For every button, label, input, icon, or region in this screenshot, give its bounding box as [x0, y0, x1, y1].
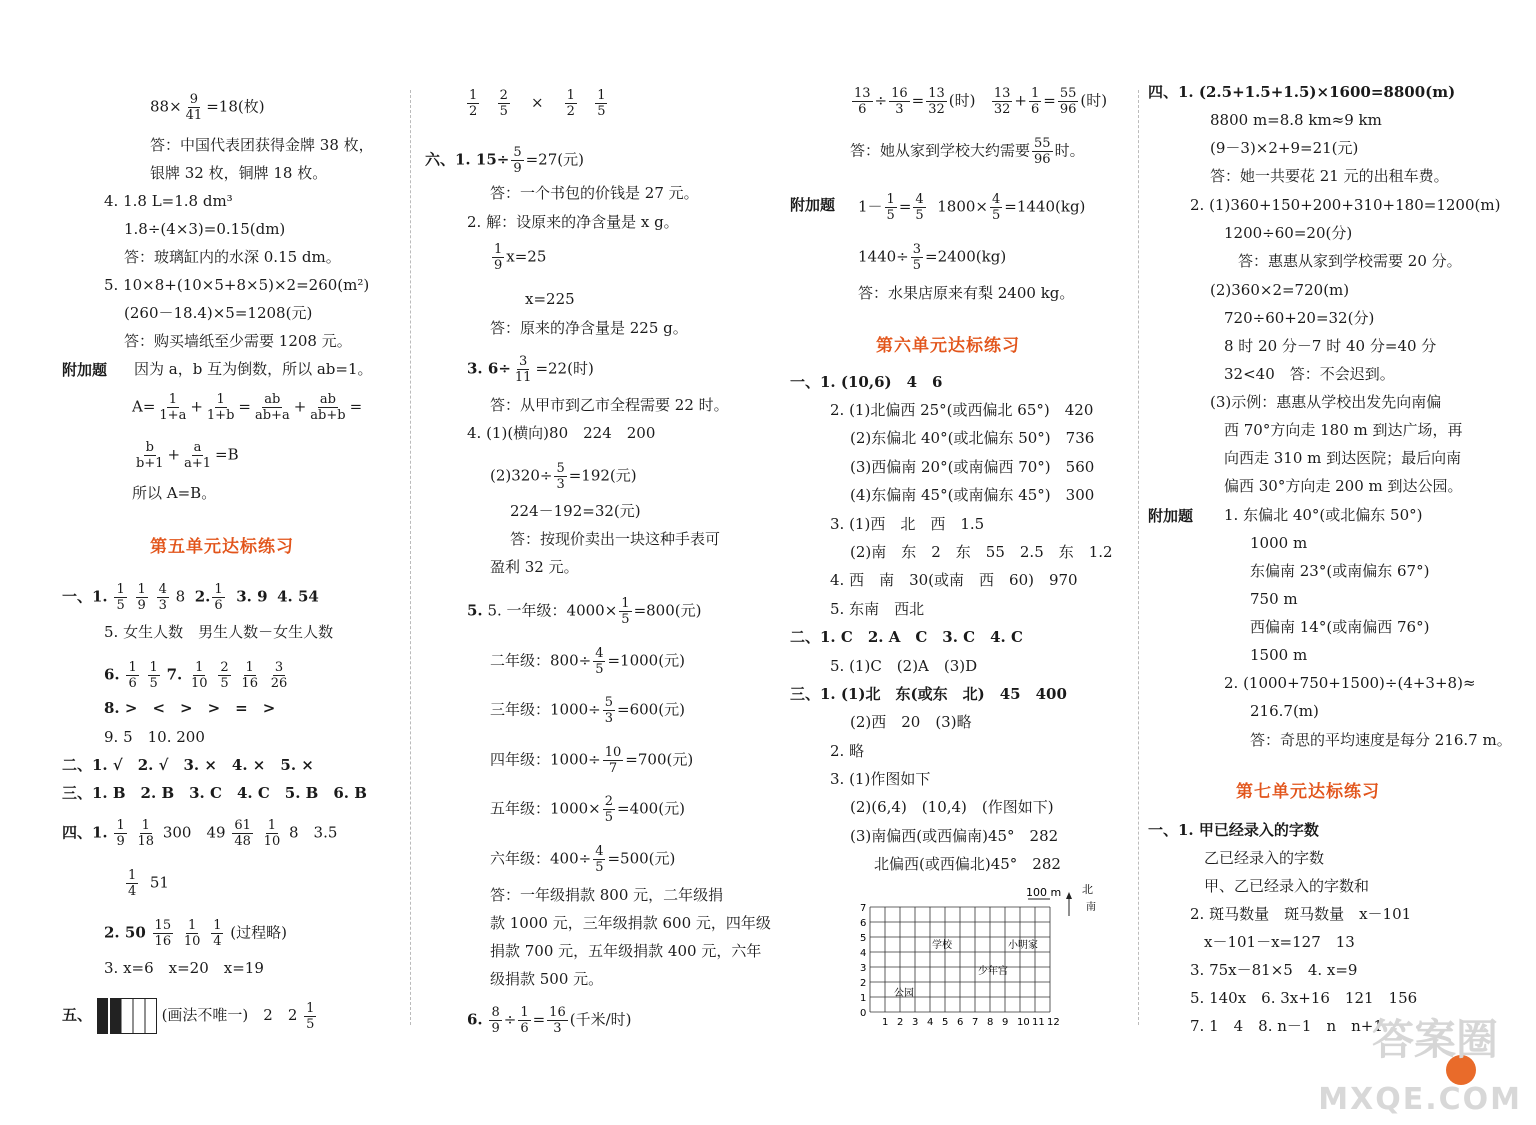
formula-line: 二年级：800÷ $\frac{4}{5}$ =1000(元)	[490, 646, 685, 677]
text-line: 1200÷60=20(分)	[1224, 224, 1353, 242]
answer-row: 2. 50 $\frac{15}{16}$ $\frac{1}{10}$ $\frac{1}{4}$ (过程略)	[104, 918, 287, 949]
text-line: 银牌 32 枚，铜牌 18 枚。	[150, 164, 328, 182]
text-line: (2)东偏北 40°(或北偏东 50°) 736	[850, 429, 1095, 447]
text-line: 东偏南 23°(或南偏东 67°)	[1250, 562, 1430, 580]
answer-line: 答：她一共要花 21 元的出租车费。	[1210, 167, 1449, 185]
formula-line: 5. 5. 一年级：4000× $\frac{1}{5}$ =800(元)	[467, 596, 702, 627]
answer-line: 答：惠惠从家到学校需要 20 分。	[1238, 252, 1462, 270]
text-line: 捐款 700 元，五年级捐款 400 元，六年	[490, 942, 762, 960]
text-line: 7. 1 4 8. n－1 n n+1	[1190, 1017, 1383, 1035]
text-line: 5. 东南 西北	[830, 600, 925, 618]
text-line: (2)西 20 (3)略	[850, 713, 972, 731]
formula-line: 四年级：1000÷ $\frac{10}{7}$ =700(元)	[490, 745, 694, 776]
text-line: 级捐款 500 元。	[490, 970, 604, 988]
text-line: 二、1. C 2. A C 3. C 4. C	[790, 628, 1023, 646]
text-line: 32<40 答：不会迟到。	[1224, 365, 1395, 383]
answer-line: 答：按现价卖出一块这种手表可	[510, 530, 721, 548]
text-line: (3)南偏西(或西偏南)45° 282	[850, 827, 1059, 845]
formula-line: A= $\frac{1}{1+a}$ + $\frac{1}{1+b}$ = $\frac{ab}{ab+a}$ + $\frac{ab}{ab+b}$ =	[132, 392, 363, 423]
text-line: 2. (1)北偏西 25°(或西偏北 65°) 420	[830, 401, 1094, 419]
location-park: 公园	[894, 988, 914, 999]
x-tick-label: 5	[942, 1017, 949, 1028]
y-tick-label: 7	[860, 903, 867, 914]
column-2	[425, 70, 770, 1100]
shaded-strip-figure	[97, 998, 157, 1034]
answer-row: 五、 (画法不唯一) 2 2 $\frac{1}{5}$	[62, 998, 318, 1034]
x-tick-label: 12	[1047, 1017, 1060, 1028]
text-line: 甲、乙已经录入的字数和	[1204, 877, 1370, 895]
text-line: 款 1000 元，三年级捐款 600 元，四年级	[490, 914, 771, 932]
text-line: 北偏西(或西偏北)45° 282	[874, 855, 1061, 873]
text-line: 8 时 20 分－7 时 40 分=40 分	[1224, 337, 1437, 355]
text-line: 2. (1)360+150+200+310+180=1200(m)	[1190, 196, 1501, 214]
text-line: (260－18.4)×5=1208(元)	[124, 304, 313, 322]
location-youth-palace: 少年宫	[978, 966, 1008, 977]
formula-line: 3. 6÷ $\frac{3}{11}$ =22(时)	[467, 354, 594, 385]
column-1	[62, 70, 402, 1100]
text-line: 88× $\frac{9}{41}$ =18(枚)	[150, 92, 265, 123]
text-line: 216.7(m)	[1250, 702, 1319, 720]
text-line: 二、1. √ 2. √ 3. × 4. × 5. ×	[62, 756, 314, 774]
formula-line: $\frac{b}{b+1}$ + $\frac{a}{a+1}$ =B	[136, 440, 239, 471]
text-line: 5. (1)C (2)A (3)D	[830, 657, 978, 675]
answer-line: 答：水果店原来有梨 2400 kg。	[858, 284, 1075, 302]
text-line: 偏西 30°方向走 200 m 到达公园。	[1224, 477, 1463, 495]
formula-line: 6. $\frac{8}{9}$ ÷ $\frac{1}{6}$ = $\frac{16}{3}$ (千米/时)	[467, 1005, 632, 1036]
formula-line: 1－ $\frac{1}{5}$ = $\frac{4}{5}$ 1800× $\frac{4}{5}$ =1440(kg)	[858, 192, 1086, 223]
text-line: 盈利 32 元。	[490, 558, 579, 576]
answer-line: 答：玻璃缸内的水深 0.15 dm。	[124, 248, 341, 266]
x-tick-label: 8	[987, 1017, 994, 1028]
text-line: 4. (1)(横向)80 224 200	[467, 424, 656, 442]
answer-row: 一、1. $\frac{1}{5}$ $\frac{1}{9}$ $\frac{4}{3}$ 8 2. $\frac{1}{6}$ 3. 9 4. 54	[62, 582, 319, 613]
text-line: 3. x=6 x=20 x=19	[104, 959, 264, 977]
text-line: 四、1. (2.5+1.5+1.5)×1600=8800(m)	[1148, 83, 1456, 101]
text-line: x=225	[525, 290, 575, 308]
y-tick-label: 3	[860, 963, 867, 974]
compass-label: 南	[1086, 902, 1096, 913]
text-line: 三、1. B 2. B 3. C 4. C 5. B 6. B	[62, 784, 367, 802]
answer-line: 答：原来的净含量是 225 g。	[490, 319, 688, 337]
text-line: 因为 a，b 互为倒数，所以 ab=1。	[134, 360, 373, 378]
text-line: 4. 1.8 L=1.8 dm³	[104, 192, 233, 210]
text-line: 一、1. 甲已经录入的字数	[1148, 821, 1319, 839]
text-line: (2)(6,4) (10,4) (作图如下)	[850, 798, 1054, 816]
formula-line: 六年级：400÷ $\frac{4}{5}$ =500(元)	[490, 844, 676, 875]
text-line: (2)南 东 2 东 55 2.5 东 1.2	[850, 543, 1113, 561]
text-line: (3)西偏南 20°(或南偏西 70°) 560	[850, 458, 1095, 476]
text-line: 1. 东偏北 40°(或北偏东 50°)	[1224, 506, 1423, 524]
formula-line: $\frac{13}{6}$ ÷ $\frac{16}{3}$ = $\frac{13}{32}$ (时) $\frac{13}{32}$ + $\frac{1}{6}$ = $\frac{55}{96}$ (时)	[854, 86, 1108, 117]
x-tick-label: 4	[927, 1017, 934, 1028]
location-home: 小明家	[1008, 940, 1038, 951]
text-line: 224－192=32(元)	[510, 502, 641, 520]
bonus-label: 附加题	[790, 196, 836, 214]
x-tick-label: 7	[972, 1017, 979, 1028]
section-title: 第六单元达标练习	[876, 336, 1020, 356]
bonus-label: 附加题	[1148, 507, 1194, 525]
text-line: (4)东偏南 45°(或南偏东 45°) 300	[850, 486, 1095, 504]
coordinate-grid-figure	[842, 880, 1112, 1030]
text-line: 1500 m	[1250, 646, 1308, 664]
text-line: 5. 140x 6. 3x+16 121 156	[1190, 989, 1418, 1007]
answer-line: 答：中国代表团获得金牌 38 枚，	[150, 136, 374, 154]
formula-line: 三年级：1000÷ $\frac{5}{3}$ =600(元)	[490, 695, 685, 726]
text-line: 8800 m=8.8 km≈9 km	[1210, 111, 1382, 129]
scale-label: 100 m	[1026, 886, 1062, 899]
answer-line: 答：从甲市到乙市全程需要 22 时。	[490, 396, 729, 414]
text-line: 向西走 310 m 到达医院；最后向南	[1224, 449, 1462, 467]
x-tick-label: 3	[912, 1017, 919, 1028]
text-line: 2. 斑马数量 斑马数量 x－101	[1190, 905, 1412, 923]
text-line: 2. 解：设原来的净含量是 x g。	[467, 213, 679, 231]
column-divider	[1138, 90, 1139, 1025]
text-line: 西偏南 14°(或南偏西 76°)	[1250, 618, 1430, 636]
watermark-logo: 答案圈	[1371, 1015, 1498, 1064]
text-line: 5. 女生人数 男生人数－女生人数	[104, 623, 334, 641]
text-line: 西 70°方向走 180 m 到达广场，再	[1224, 421, 1463, 439]
fraction-row: $\frac{1}{2}$ $\frac{2}{5}$ × $\frac{1}{2}$ $\frac{1}{5}$	[469, 88, 606, 119]
answer-row: 四、1. $\frac{1}{9}$ $\frac{1}{18}$ 300 49 $\frac{61}{48}$ $\frac{1}{10}$ 8 3.5	[62, 818, 338, 849]
answer-line: 答：一年级捐款 800 元，二年级捐	[490, 886, 724, 904]
x-tick-label: 10	[1017, 1017, 1030, 1028]
text-line: (9－3)×2+9=21(元)	[1210, 139, 1359, 157]
formula-line: 1440÷ $\frac{3}{5}$ =2400(kg)	[858, 242, 1007, 273]
x-tick-label: 11	[1032, 1017, 1045, 1028]
answer-row: 6. $\frac{1}{6}$ $\frac{1}{5}$ 7. $\frac{1}{10}$ $\frac{2}{5}$ $\frac{1}{16}$ $\frac{3}{26}$	[104, 660, 288, 691]
text-line: (2)360×2=720(m)	[1210, 281, 1350, 299]
column-4	[1148, 70, 1512, 1100]
formula-line: $\frac{1}{9}$ x=25	[494, 242, 547, 273]
text-line: 1.8÷(4×3)=0.15(dm)	[124, 220, 286, 238]
column-divider	[410, 90, 411, 1025]
section-title: 第五单元达标练习	[150, 537, 294, 557]
text-line: 720÷60+20=32(分)	[1224, 309, 1375, 327]
watermark-text: MXQE.COM	[1318, 1082, 1522, 1117]
bonus-label: 附加题	[62, 361, 108, 379]
text-line: 三、1. (1)北 东(或东 北) 45 400	[790, 685, 1067, 703]
x-tick-label: 6	[957, 1017, 964, 1028]
y-tick-label: 1	[860, 993, 867, 1004]
text-line: 2. 略	[830, 742, 865, 760]
y-tick-label: 5	[860, 933, 867, 944]
text-line: 3. (1)作图如下	[830, 770, 931, 788]
text-line: 所以 A=B。	[132, 484, 217, 502]
north-label: 北	[1082, 883, 1093, 896]
location-school: 学校	[932, 940, 952, 951]
answer-line: 答：购买墙纸至少需要 1208 元。	[124, 332, 352, 350]
text-line: x－101－x=127 13	[1204, 933, 1355, 951]
text-line: 3. 75x－81×5 4. x=9	[1190, 961, 1358, 979]
section-title: 第七单元达标练习	[1236, 782, 1380, 802]
answer-line: 答：一个书包的价钱是 27 元。	[490, 184, 699, 202]
column-3	[790, 70, 1130, 1100]
formula-line: 五年级：1000× $\frac{2}{5}$ =400(元)	[490, 794, 685, 825]
x-tick-label: 1	[882, 1017, 889, 1028]
text-line: 4. 西 南 30(或南 西 60) 970	[830, 571, 1078, 589]
text-line: 9. 5 10. 200	[104, 728, 205, 746]
answer-line: 答：奇思的平均速度是每分 216.7 m。	[1250, 731, 1512, 749]
x-tick-label: 9	[1002, 1017, 1009, 1028]
formula-line: 六、1. 15÷ $\frac{5}{9}$ =27(元)	[425, 145, 584, 176]
x-tick-label: 2	[897, 1017, 904, 1028]
y-tick-label: 2	[860, 978, 867, 989]
y-tick-label: 0	[860, 1008, 867, 1019]
text-line: 8. > < > > = >	[104, 699, 276, 717]
answer-row: $\frac{1}{4}$ 51	[128, 868, 169, 899]
text-line: 3. (1)西 北 西 1.5	[830, 515, 985, 533]
text-line: 1000 m	[1250, 534, 1308, 552]
text-line: 一、1. (10,6) 4 6	[790, 373, 943, 391]
text-line: 750 m	[1250, 590, 1298, 608]
formula-line: (2)320÷ $\frac{5}{3}$ =192(元)	[490, 461, 637, 492]
north-arrow-icon	[1066, 892, 1072, 899]
y-tick-label: 6	[860, 918, 867, 929]
text-line: 2. (1000+750+1500)÷(4+3+8)≈	[1224, 674, 1476, 692]
answer-line: 答：她从家到学校大约需要 $\frac{55}{96}$ 时。	[850, 136, 1085, 167]
y-tick-label: 4	[860, 948, 867, 959]
text-line: (3)示例：惠惠从学校出发先向南偏	[1210, 393, 1442, 411]
text-line: 乙已经录入的字数	[1204, 849, 1325, 867]
text-line: 5. 10×8+(10×5+8×5)×2=260(m²)	[104, 276, 370, 294]
